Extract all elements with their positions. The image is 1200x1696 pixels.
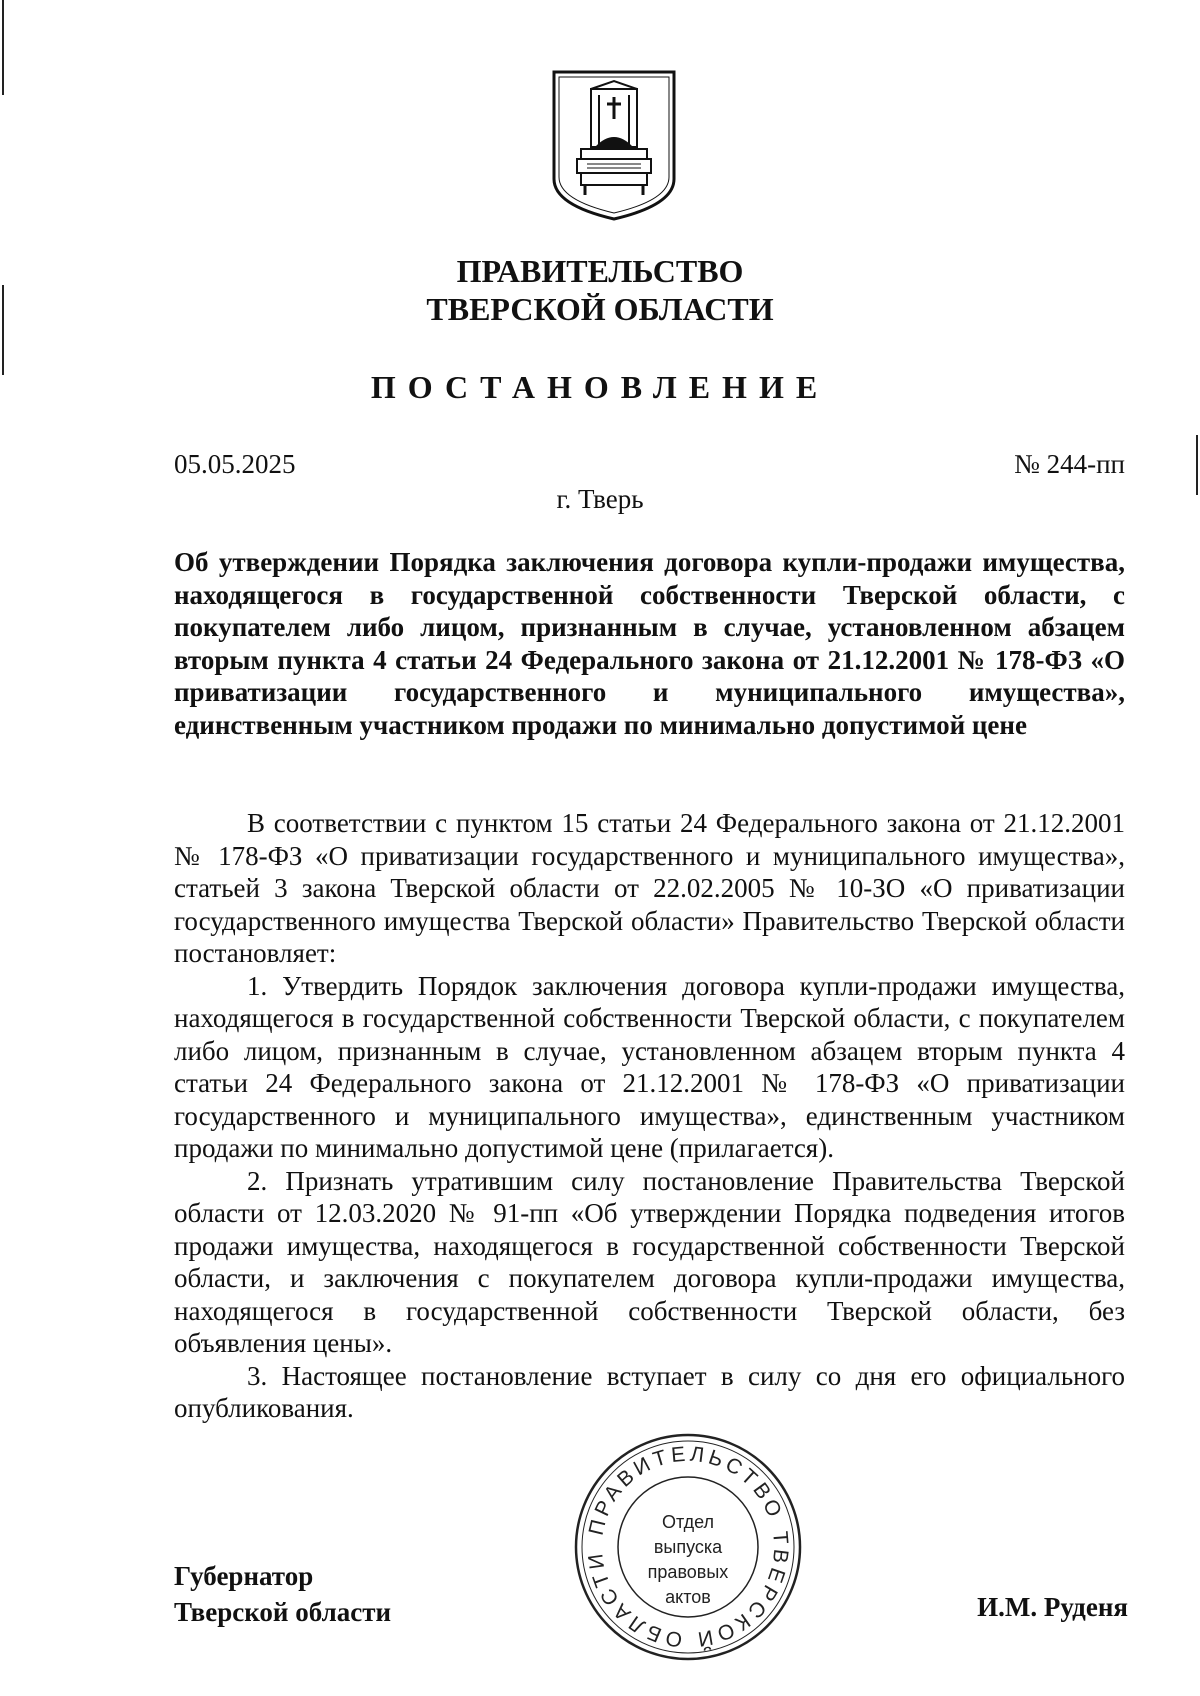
item-1-paragraph: 1. Утвердить Порядок заключения договора купли-продажи имущества, находящегося в государственной собственности Тверской области, с покупателем либо лицом, признанным в случае, установленном абзацем вторым пункта 4 статьи 24 Федерального закона от 21.12.2001 № 178-ФЗ «О приватизации государственного и муниципального имущества», единственным участником продажи по минимально допустимой цене (прилагается). [174, 970, 1125, 1163]
signatory-position-line-2: Тверской области [174, 1597, 392, 1627]
document-city: г. Тверь [556, 484, 644, 514]
organization-line-2: ТВЕРСКОЙ ОБЛАСТИ [426, 291, 774, 327]
signatory-position-line-1: Губернатор [174, 1561, 314, 1591]
preamble-paragraph: В соответствии с пунктом 15 статьи 24 Федерального закона от 21.12.2001 № 178-ФЗ «О приватизации государственного и муниципального имущества», статьей 3 закона Тверской области от 22.02.2005 № 10-ЗО «О приватизации государственного имущества Тверской области» Правительство Тверской области постановляет: [174, 808, 1125, 968]
stamp-center-line-4: актов [665, 1587, 711, 1607]
signatory-name: И.М. Руденя [977, 1592, 1128, 1622]
official-stamp [572, 1431, 804, 1663]
signatory-position [174, 1558, 391, 1630]
organization-line-1: ПРАВИТЕЛЬСТВО [456, 253, 744, 289]
item-2-paragraph: 2. Признать утратившим силу постановление Правительства Тверской области от 12.03.2020 № 91-пп «Об утверждении Порядка подведения итогов продажи имущества, находящегося в государственной собственности Тверской области, и заключения с покупателем договора купли-продажи имущества, находящегося в государственной собственности Тверской области, без объявления цены». [174, 1165, 1125, 1358]
stamp-ring-text: ПРАВИТЕЛЬСТВО ТВЕРСКОЙ ОБЛАСТИ [583, 1442, 793, 1652]
document-title: Об утверждении Порядка заключения договора купли-продажи имущества, находящегося в государственной собственности Тверской области, с покупателем либо лицом, признанным в случае, установленном абзацем вторым пункта 4 статьи 24 Федерального закона от 21.12.2001 № 178-ФЗ «О приватизации государственного и муниципального имущества», единственным участником продажи по минимально допустимой цене [174, 547, 1125, 740]
stamp-center-line-1: Отдел [661, 1512, 715, 1532]
stamp-center-line-3: правовых [647, 1562, 729, 1582]
document-date: 05.05.2025 [174, 449, 296, 479]
document-number: № 244-пп [1014, 449, 1125, 479]
organization-name [0, 252, 1200, 328]
document-type: ПОСТАНОВЛЕНИЕ [370, 369, 830, 405]
coat-of-arms-emblem [551, 69, 677, 221]
document-body [174, 807, 1125, 1425]
stamp-center-line-2: выпуска [653, 1537, 723, 1557]
item-3-paragraph: 3. Настоящее постановление вступает в силу со дня его официального опубликования. [174, 1360, 1125, 1423]
scan-edge-line [2, 0, 4, 95]
